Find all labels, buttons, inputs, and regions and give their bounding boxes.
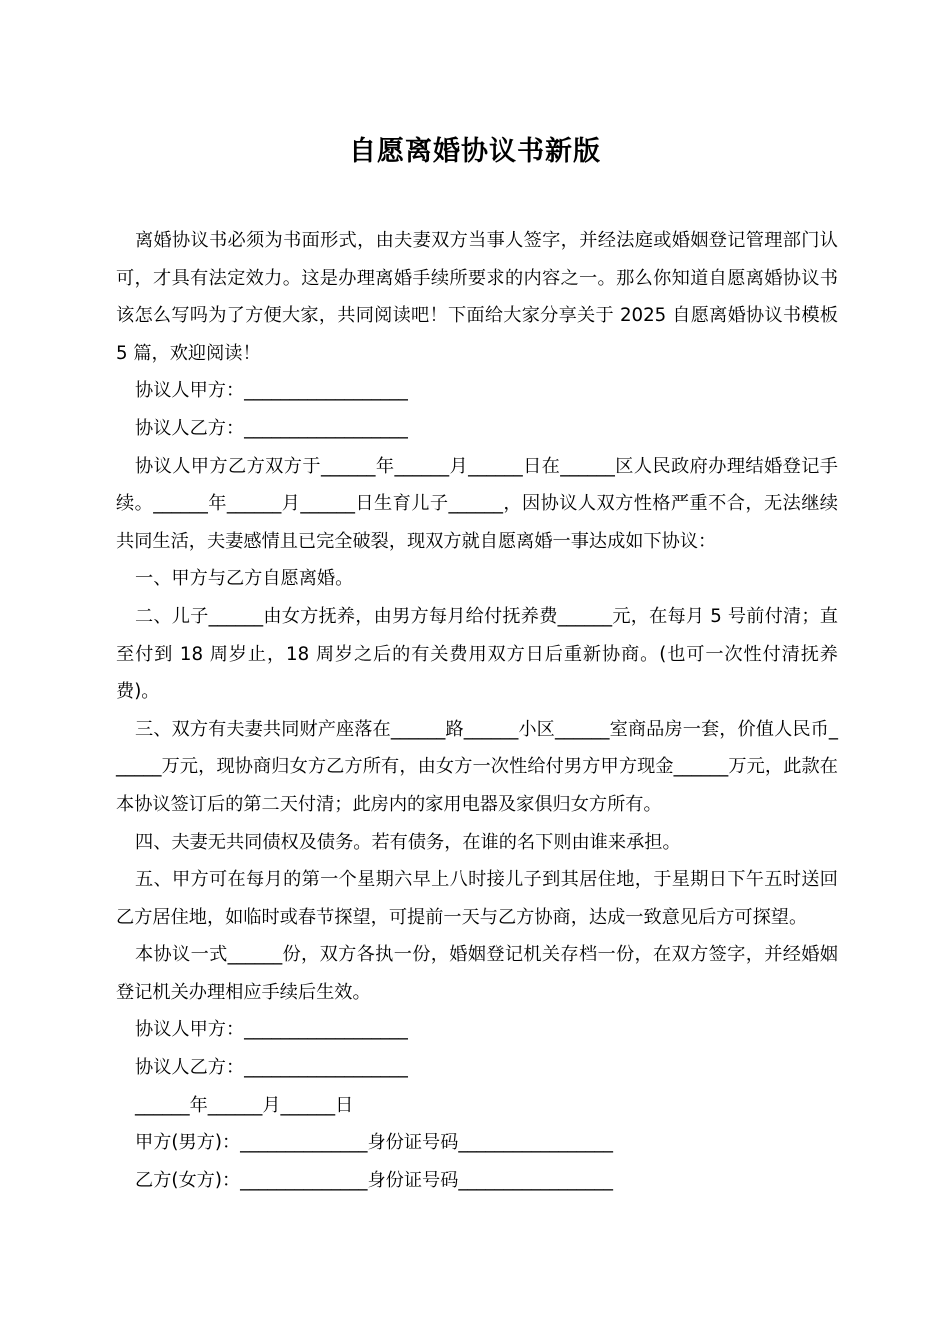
party-a-line: 协议人甲方：__________________ [135,380,408,402]
clause-5: 五、甲方可在每月的第一个星期六早上八时接儿子到其居住地，于星期日下午五时送回乙方居住地，如临时或春节探望，可提前一天与乙方协商，达成一致意见后方可探望。 [116,869,838,928]
party-a-id-line: 甲方(男方)：______________身份证号码_________________ [135,1132,613,1154]
signature-date: ______年______月______日 [135,1094,354,1116]
marriage-background-paragraph: 协议人甲方乙方双方于______年______月______日在______区人民政府办理结婚登记手续。______年______月______日生育儿子______，因协议人双方性格严重不合，无法继续共同生活，夫妻感情且已完全破裂，现双方就自愿离婚一事达成如下协议： [116,455,838,552]
document-title: 自愿离婚协议书新版 [349,136,601,167]
party-b-id-line: 乙方(女方)：______________身份证号码_________________ [135,1169,613,1191]
party-b-line: 协议人乙方：__________________ [135,417,408,439]
signature-party-b: 协议人乙方：__________________ [135,1057,408,1079]
clause-1: 一、甲方与乙方自愿离婚。 [135,568,354,590]
effectiveness-paragraph: 本协议一式______份，双方各执一份，婚姻登记机关存档一份，在双方签字，并经婚姻登记机关办理相应手续后生效。 [116,944,838,1003]
clause-2: 二、儿子______由女方抚养，由男方每月给付抚养费______元，在每月 5 号前付清；直至付到 18 周岁止，18 周岁之后的有关费用双方日后重新协商。(也可一次性付清抚养费)。 [116,605,838,703]
intro-paragraph: 离婚协议书必须为书面形式，由夫妻双方当事人签字，并经法庭或婚姻登记管理部门认可，才具有法定效力。这是办理离婚手续所要求的内容之一。那么你知道自愿离婚协议书该怎么写吗为了方便大家，共同阅读吧！下面给大家分享关于 2025 自愿离婚协议书模板 5 篇，欢迎阅读！ [116,230,838,364]
clause-4: 四、夫妻无共同债权及债务。若有债务，在谁的名下则由谁来承担。 [135,831,681,853]
clause-3: 三、双方有夫妻共同财产座落在______路______小区______室商品房一套，价值人民币______万元，现协商归女方乙方所有，由女方一次性给付男方甲方现金______万元，此款在本协议签订后的第二天付清；此房内的家用电器及家俱归女方所有。 [116,718,838,815]
signature-party-a: 协议人甲方：__________________ [135,1019,408,1041]
document-body [116,222,838,1199]
